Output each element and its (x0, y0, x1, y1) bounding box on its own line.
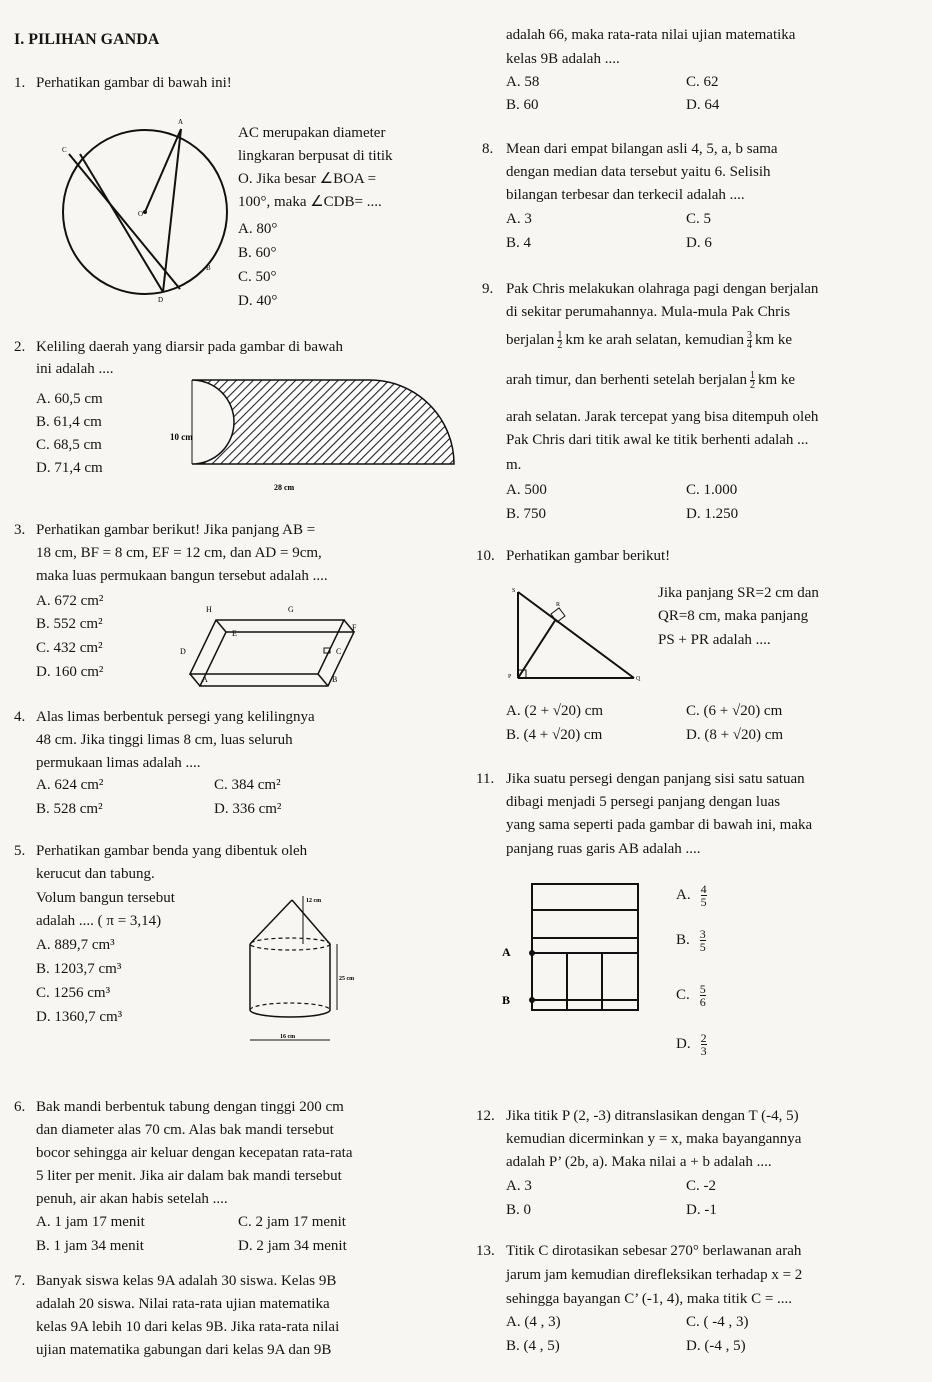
q13-line-2: jarum jam kemudian direfleksikan terhadap x = 2 (506, 1267, 803, 1283)
q6-number: 6. (14, 1099, 26, 1115)
q3-label-f: F (352, 623, 357, 632)
q4-option-a[interactable]: A. 624 cm² (36, 777, 104, 793)
q5-line-4: adalah .... ( π = 3,14) (36, 913, 162, 929)
q11-square-figure (502, 880, 642, 1030)
q2-label-height: 10 cm (170, 432, 193, 442)
q13-option-a[interactable]: A. (4 , 3) (506, 1314, 561, 1330)
q5-cone-cylinder-figure (236, 890, 355, 1050)
q6-line-3: bocor sehingga air keluar dengan kecepatan rata-rata (36, 1145, 353, 1161)
q13-option-c[interactable]: C. ( -4 , 3) (686, 1314, 749, 1330)
q6-line-5: penuh, air akan habis setelah .... (36, 1191, 228, 1207)
q10-option-a[interactable]: A. (2 + √20) cm (506, 703, 604, 719)
q10-label-r: R (556, 602, 561, 608)
q9-line-2: di sekitar perumahannya. Mula-mula Pak Chris (506, 304, 791, 320)
q3-prism-figure (176, 596, 406, 686)
q6-option-d[interactable]: D. 2 jam 34 menit (238, 1238, 347, 1254)
q1-label-d: D (158, 296, 164, 304)
q2-shaded-figure (170, 378, 460, 498)
q10-label-s: S (512, 588, 516, 594)
q8-number: 8. (482, 141, 494, 157)
q10-text-2: QR=8 cm, maka panjang (658, 608, 809, 624)
q3-label-b: B (332, 675, 338, 684)
q9-option-c[interactable]: C. 1.000 (686, 482, 738, 498)
q13-line-1: Titik C dirotasikan sebesar 270° berlawanan arah (506, 1243, 802, 1259)
q7-line-5: adalah 66, maka rata-rata nilai ujian matematika (506, 27, 796, 43)
q5-option-d[interactable]: D. 1360,7 cm³ (36, 1009, 123, 1025)
q5-option-a[interactable]: A. 889,7 cm³ (36, 937, 115, 953)
q3-line-2: 18 cm, BF = 8 cm, EF = 12 cm, dan AD = 9cm, (36, 545, 322, 561)
q3-label-a: A (202, 675, 208, 684)
q13-option-d[interactable]: D. (-4 , 5) (686, 1338, 746, 1354)
q3-label-h: H (206, 605, 212, 614)
q3-option-c[interactable]: C. 432 cm² (36, 640, 103, 656)
q11-option-b[interactable]: B. $\frac{3}{5}$ (676, 927, 706, 954)
q12-line-2: kemudian dicerminkan y = x, maka bayangannya (506, 1131, 802, 1147)
q2-option-b[interactable]: B. 61,4 cm (36, 414, 102, 430)
q10-label-p: P (508, 674, 512, 680)
q5-label-diameter: 16 cm (280, 1034, 296, 1040)
q8-option-b[interactable]: B. 4 (506, 235, 532, 251)
q12-option-c[interactable]: C. -2 (686, 1178, 716, 1194)
q1-text-1: AC merupakan diameter (238, 125, 386, 141)
q5-line-1: Perhatikan gambar benda yang dibentuk oleh (36, 843, 308, 859)
q2-prompt: Keliling daerah yang diarsir pada gambar di bawah (36, 339, 343, 355)
section-title: I. PILIHAN GANDA (14, 31, 160, 48)
q1-prompt: Perhatikan gambar di bawah ini! (36, 75, 232, 91)
q6-line-1: Bak mandi berbentuk tabung dengan tinggi 200 cm (36, 1099, 344, 1115)
q8-option-d[interactable]: D. 6 (686, 235, 712, 251)
q4-option-b[interactable]: B. 528 cm² (36, 801, 103, 817)
q10-number: 10. (476, 548, 495, 564)
q10-option-c[interactable]: C. (6 + √20) cm (686, 703, 783, 719)
q3-label-e: E (232, 629, 237, 638)
q11-label-a: A (502, 945, 511, 959)
q1-option-c[interactable]: C. 50° (238, 269, 277, 285)
q6-option-a[interactable]: A. 1 jam 17 menit (36, 1214, 145, 1230)
q3-number: 3. (14, 522, 26, 538)
q8-line-3: bilangan terbesar dan terkecil adalah .... (506, 187, 745, 203)
q4-line-3: permukaan limas adalah .... (36, 755, 201, 771)
q9-fraction-3: $\frac{1}{2}$ (749, 370, 755, 392)
q4-line-1: Alas limas berbentuk persegi yang kelilingnya (36, 709, 315, 725)
q3-label-d: D (180, 647, 186, 656)
q7-line-4: ujian matematika gabungan dari kelas 9A dan 9B (36, 1342, 332, 1358)
q3-line-1: Perhatikan gambar berikut! Jika panjang AB = (36, 522, 316, 538)
q1-option-d[interactable]: D. 40° (238, 293, 278, 309)
q1-text-4: 100°, maka ∠CDB= .... (238, 194, 382, 210)
q9-option-a[interactable]: A. 500 (506, 482, 547, 498)
q10-text-3: PS + PR adalah .... (658, 632, 771, 648)
q11-number: 11. (476, 771, 495, 787)
q12-line-1: Jika titik P (2, -3) ditranslasikan dengan T (-4, 5) (506, 1108, 799, 1124)
q1-text-2: lingkaran berpusat di titik (238, 148, 393, 164)
q11-line-1: Jika suatu persegi dengan panjang sisi satu satuan (506, 771, 805, 787)
q9-line-6: Pak Chris dari titik awal ke titik berhenti adalah ... (506, 432, 809, 448)
q1-text-3: O. Jika besar ∠BOA = (238, 171, 377, 187)
q9-number: 9. (482, 281, 494, 297)
q4-option-c[interactable]: C. 384 cm² (214, 777, 281, 793)
q3-option-a[interactable]: A. 672 cm² (36, 593, 104, 609)
q7-option-a[interactable]: A. 58 (506, 74, 540, 90)
q13-number: 13. (476, 1243, 495, 1259)
q4-line-2: 48 cm. Jika tinggi limas 8 cm, luas seluruh (36, 732, 293, 748)
q9-line-1: Pak Chris melakukan olahraga pagi dengan berjalan (506, 281, 819, 297)
q1-label-o: O (138, 210, 144, 218)
q10-option-d[interactable]: D. (8 + √20) cm (686, 727, 784, 743)
q6-line-4: 5 liter per menit. Jika air dalam bak mandi tersebut (36, 1168, 342, 1184)
q7-line-2: adalah 20 siswa. Nilai rata-rata ujian matematika (36, 1296, 330, 1312)
q10-prompt: Perhatikan gambar berikut! (506, 548, 671, 564)
q1-label-c: C (62, 146, 67, 154)
q4-option-d[interactable]: D. 336 cm² (214, 801, 282, 817)
q1-option-a[interactable]: A. 80° (238, 221, 278, 237)
q2-option-c[interactable]: C. 68,5 cm (36, 437, 102, 453)
q9-line-4 (506, 371, 795, 390)
q8-option-c[interactable]: C. 5 (686, 211, 712, 227)
q7-line-1: Banyak siswa kelas 9A adalah 30 siswa. Kelas 9B (36, 1273, 337, 1289)
q5-line-2: kerucut dan tabung. (36, 866, 155, 882)
q11-option-a[interactable]: A. $\frac{4}{5}$ (676, 882, 707, 909)
q10-text-1: Jika panjang SR=2 cm dan (658, 585, 819, 601)
q12-option-d[interactable]: D. -1 (686, 1202, 717, 1218)
q7-number: 7. (14, 1273, 26, 1289)
q7-option-b[interactable]: B. 60 (506, 97, 539, 113)
q11-option-c[interactable]: C. $\frac{5}{6}$ (676, 982, 706, 1009)
q8-option-a[interactable]: A. 3 (506, 211, 532, 227)
q9-line-3b: km ke arah selatan, kemudian (565, 332, 744, 348)
q7-option-d[interactable]: D. 64 (686, 97, 720, 113)
q12-option-b[interactable]: B. 0 (506, 1202, 532, 1218)
q2-number: 2. (14, 339, 26, 355)
q6-line-2: dan diameter alas 70 cm. Alas bak mandi tersebut (36, 1122, 334, 1138)
q4-number: 4. (14, 709, 26, 725)
q3-label-g: G (288, 605, 294, 614)
q9-line-3c: km ke (755, 332, 793, 348)
q12-number: 12. (476, 1108, 495, 1124)
q13-line-3: sehingga bayangan C’ (-1, 4), maka titik C = .... (506, 1291, 793, 1307)
q1-option-b[interactable]: B. 60° (238, 245, 277, 261)
q7-line-3: kelas 9A lebih 10 dari kelas 9B. Jika rata-rata nilai (36, 1319, 340, 1335)
q9-line-7: m. (506, 457, 522, 473)
q9-fraction-2: $\frac{3}{4}$ (747, 330, 752, 352)
q13-option-b[interactable]: B. (4 , 5) (506, 1338, 560, 1354)
q5-label-cone: 12 cm (306, 898, 322, 904)
q11-line-3: yang sama seperti pada gambar di bawah ini, maka (506, 817, 813, 833)
q10-option-b[interactable]: B. (4 + √20) cm (506, 727, 603, 743)
q9-line-4a: arah timur, dan berhenti setelah berjalan (506, 372, 747, 388)
q11-line-2: dibagi menjadi 5 persegi panjang dengan luas (506, 794, 781, 810)
q5-label-cylinder: 25 cm (339, 976, 355, 982)
q2-prompt-2: ini adalah .... (36, 361, 114, 377)
q11-label-b: B (502, 993, 511, 1007)
q3-label-c: C (336, 647, 342, 656)
q10-label-q: Q (636, 676, 641, 682)
q5-option-c[interactable]: C. 1256 cm³ (36, 985, 111, 1001)
q1-circle-figure (50, 112, 230, 312)
q11-line-4: panjang ruas garis AB adalah .... (506, 841, 701, 857)
q9-line-4b: km ke (757, 372, 796, 388)
q9-line-3 (506, 331, 792, 350)
q12-option-a[interactable]: A. 3 (506, 1178, 532, 1194)
q1-label-a: A (178, 118, 184, 126)
q9-option-d[interactable]: D. 1.250 (686, 506, 739, 522)
q5-line-3: Volum bangun tersebut (36, 890, 175, 906)
q2-option-d[interactable]: D. 71,4 cm (36, 460, 103, 476)
q6-option-b[interactable]: B. 1 jam 34 menit (36, 1238, 144, 1254)
q10-triangle-figure (506, 584, 646, 684)
q6-option-c[interactable]: C. 2 jam 17 menit (238, 1214, 346, 1230)
q1-label-b: B (206, 264, 211, 272)
q8-line-1: Mean dari empat bilangan asli 4, 5, a, b sama (506, 141, 778, 157)
q1-number: 1. (14, 75, 26, 91)
q9-fraction-1: $\frac{1}{2}$ (557, 330, 563, 352)
q9-option-b[interactable]: B. 750 (506, 506, 547, 522)
q3-option-d[interactable]: D. 160 cm² (36, 664, 104, 680)
q2-label-width: 28 cm (274, 483, 295, 492)
q8-line-2: dengan median data tersebut yaitu 6. Selisih (506, 164, 771, 180)
q9-line-5: arah selatan. Jarak tercepat yang bisa ditempuh oleh (506, 409, 819, 425)
q9-line-3a: berjalan (506, 332, 555, 348)
q5-option-b[interactable]: B. 1203,7 cm³ (36, 961, 122, 977)
q3-option-b[interactable]: B. 552 cm² (36, 616, 103, 632)
q5-number: 5. (14, 843, 26, 859)
q3-line-3: maka luas permukaan bangun tersebut adalah .... (36, 568, 328, 584)
q7-option-c[interactable]: C. 62 (686, 74, 719, 90)
q12-line-3: adalah P’ (2b, a). Maka nilai a + b adalah .... (506, 1154, 772, 1170)
q7-line-6: kelas 9B adalah .... (506, 51, 620, 67)
q2-option-a[interactable]: A. 60,5 cm (36, 391, 103, 407)
q11-option-d[interactable]: D. $\frac{2}{3}$ (676, 1031, 707, 1058)
